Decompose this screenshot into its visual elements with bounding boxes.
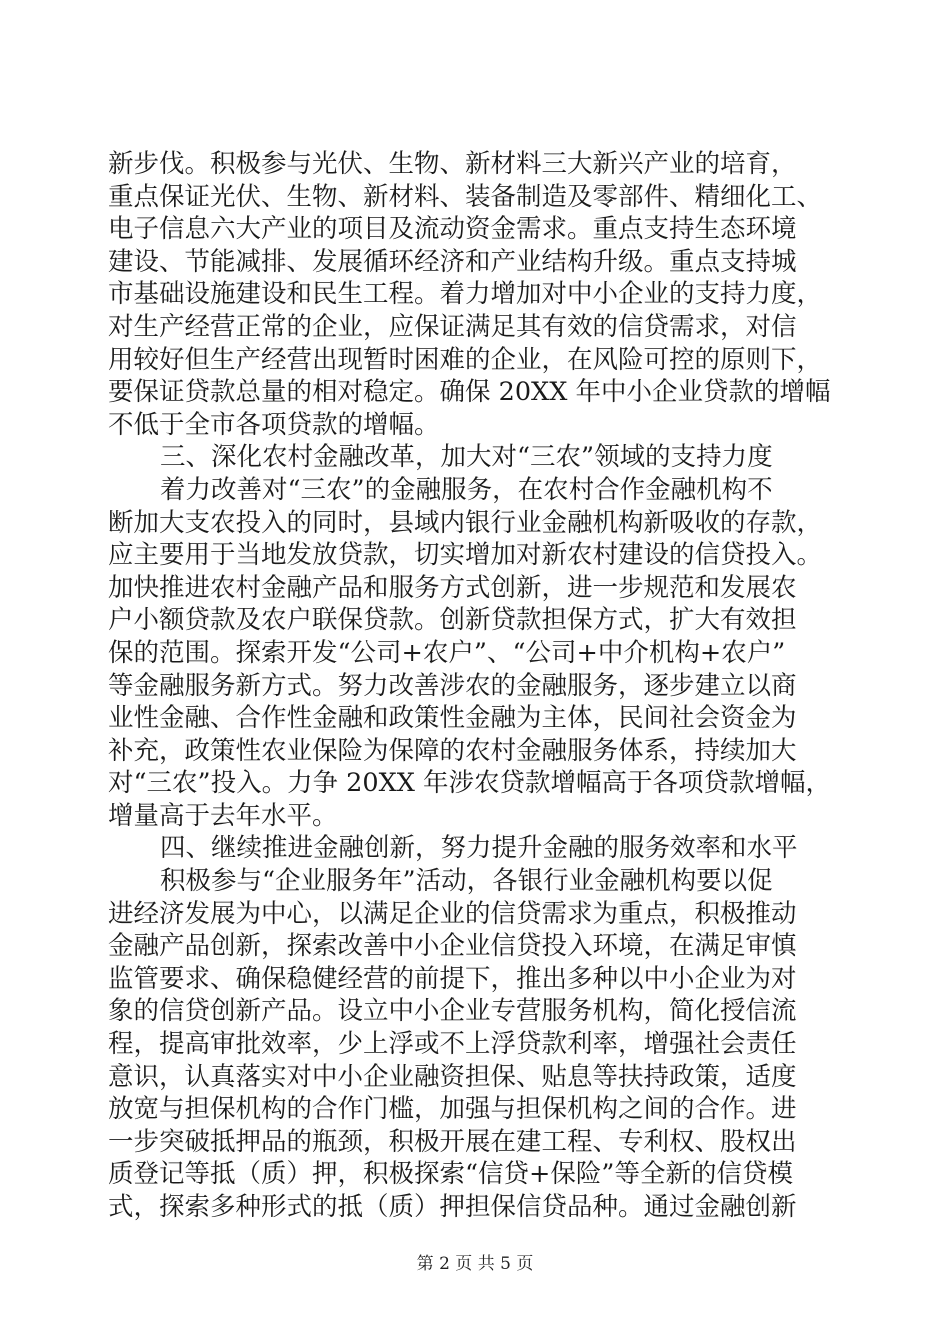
paragraph-line: 保的范围。探索开发“公司+农户”、“公司+中介机构+农户” bbox=[108, 637, 786, 668]
paragraph-line: 电子信息六大产业的项目及流动资金需求。重点支持生态环境 bbox=[108, 214, 797, 245]
paragraph-line: 加快推进农村金融产品和服务方式创新，进一步规范和发展农 bbox=[108, 572, 797, 603]
paragraph-line: 对“三农”投入。力争 20XX 年涉农贷款增幅高于各项贷款增幅， bbox=[108, 768, 832, 799]
document-body bbox=[108, 148, 868, 1224]
paragraph-line: 户小额贷款及农户联保贷款。创新贷款担保方式，扩大有效担 bbox=[108, 605, 797, 636]
paragraph-line: 一步突破抵押品的瓶颈，积极开展在建工程、专利权、股权出 bbox=[108, 1126, 797, 1157]
paragraph-line: 金融产品创新，探索改善中小企业信贷投入环境，在满足审慎 bbox=[108, 931, 797, 962]
paragraph-line: 新步伐。积极参与光伏、生物、新材料三大新兴产业的培育， bbox=[108, 149, 797, 179]
section-heading: 三、深化农村金融改革，加大对“三农”领域的支持力度 bbox=[160, 442, 773, 473]
paragraph-line: 积极参与“企业服务年”活动，各银行业金融机构要以促 bbox=[160, 866, 773, 897]
paragraph-line: 要保证贷款总量的相对稳定。确保 20XX 年中小企业贷款的增幅 bbox=[108, 377, 831, 408]
paragraph-line: 质登记等抵（质）押，积极探索“信贷+保险”等全新的信贷模 bbox=[108, 1159, 793, 1190]
page-number-footer: 第 2 页 共 5 页 bbox=[416, 1254, 534, 1274]
paragraph-line: 着力改善对“三农”的金融服务，在农村合作金融机构不 bbox=[160, 474, 773, 505]
paragraph-line: 应主要用于当地发放贷款，切实增加对新农村建设的信贷投入。 bbox=[108, 540, 823, 571]
paragraph-line: 程，提高审批效率，少上浮或不上浮贷款利率，增强社会责任 bbox=[108, 1029, 797, 1060]
paragraph-line: 不低于全市各项贷款的增幅。 bbox=[108, 409, 440, 440]
paragraph-line: 监管要求、确保稳健经营的前提下，推出多种以中小企业为对 bbox=[108, 963, 797, 994]
paragraph-line: 进经济发展为中心，以满足企业的信贷需求为重点，积极推动 bbox=[108, 898, 797, 929]
paragraph-line: 建设、节能减排、发展循环经济和产业结构升级。重点支持城 bbox=[108, 246, 797, 277]
paragraph-line: 对生产经营正常的企业，应保证满足其有效的信贷需求，对信 bbox=[108, 311, 797, 342]
paragraph-line: 用较好但生产经营出现暂时困难的企业，在风险可控的原则下， bbox=[108, 344, 823, 375]
paragraph-line: 式，探索多种形式的抵（质）押担保信贷品种。通过金融创新 bbox=[108, 1192, 797, 1222]
paragraph-line: 断加大支农投入的同时，县域内银行业金融机构新吸收的存款， bbox=[108, 507, 823, 538]
paragraph-line: 市基础设施建设和民生工程。着力增加对中小企业的支持力度， bbox=[108, 279, 823, 310]
paragraph-line: 意识，认真落实对中小企业融资担保、贴息等扶持政策，适度 bbox=[108, 1061, 797, 1092]
paragraph-line: 重点保证光伏、生物、新材料、装备制造及零部件、精细化工、 bbox=[108, 181, 823, 212]
paragraph-line: 象的信贷创新产品。设立中小企业专营服务机构，简化授信流 bbox=[108, 996, 797, 1027]
paragraph-line: 业性金融、合作性金融和政策性金融为主体，民间社会资金为 bbox=[108, 703, 797, 734]
section-heading: 四、继续推进金融创新，努力提升金融的服务效率和水平 bbox=[160, 833, 798, 864]
paragraph-line: 等金融服务新方式。努力改善涉农的金融服务，逐步建立以商 bbox=[108, 670, 797, 701]
paragraph-line: 增量高于去年水平。 bbox=[108, 800, 338, 831]
paragraph-line: 放宽与担保机构的合作门槛，加强与担保机构之间的合作。进 bbox=[108, 1094, 797, 1125]
paragraph-line: 补充，政策性农业保险为保障的农村金融服务体系，持续加大 bbox=[108, 735, 797, 766]
